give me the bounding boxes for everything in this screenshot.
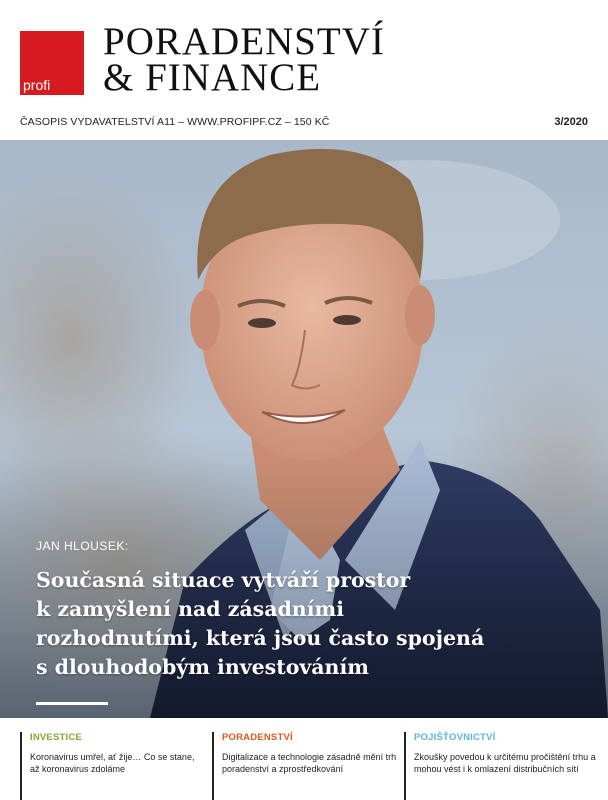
headline-line: Současná situace vytváří prostor — [36, 568, 411, 592]
section-category: PORADENSTVÍ — [222, 732, 293, 743]
headline-line: s dlouhodobým investováním — [36, 655, 369, 679]
section-blurb: Zkoušky povedou k určitému pročištění trhu a mohou vést i k omlazení distribučních sítí — [414, 752, 596, 774]
section-category: POJIŠŤOVNICTVÍ — [414, 732, 496, 743]
section-teasers — [0, 718, 608, 800]
issue-number: 3/2020 — [554, 116, 588, 128]
section-blurb: Koronavirus umřel, ať žije… Co se stane, až koronavirus zdoláme — [30, 752, 195, 774]
title-line-1: PORADENSTVÍ — [103, 20, 385, 63]
section-pojistovnictvi — [404, 732, 604, 800]
cover-headline — [36, 566, 596, 682]
logo-text: profi — [23, 77, 51, 93]
masthead — [0, 0, 608, 140]
headline-line: rozhodnutími, která jsou často spojená — [36, 626, 485, 650]
headline-line: k zamyšlení nad zásadními — [36, 597, 344, 621]
section-poradenstvi — [212, 732, 398, 800]
section-blurb: Digitalizace a technologie zásadně mění trh poradenství a zprostředkování — [222, 752, 397, 774]
magazine-title — [103, 20, 385, 99]
title-line-2: & FINANCE — [103, 56, 322, 99]
interview-byline: JAN HLOUSEK: — [36, 539, 129, 553]
section-category: INVESTICE — [30, 732, 82, 743]
headline-underline — [36, 702, 108, 705]
section-investice — [20, 732, 206, 800]
profi-logo — [20, 31, 84, 95]
publisher-subtitle: ČASOPIS VYDAVATELSTVÍ A11 – WWW.PROFIPF.CZ – 150 KČ — [20, 116, 330, 128]
